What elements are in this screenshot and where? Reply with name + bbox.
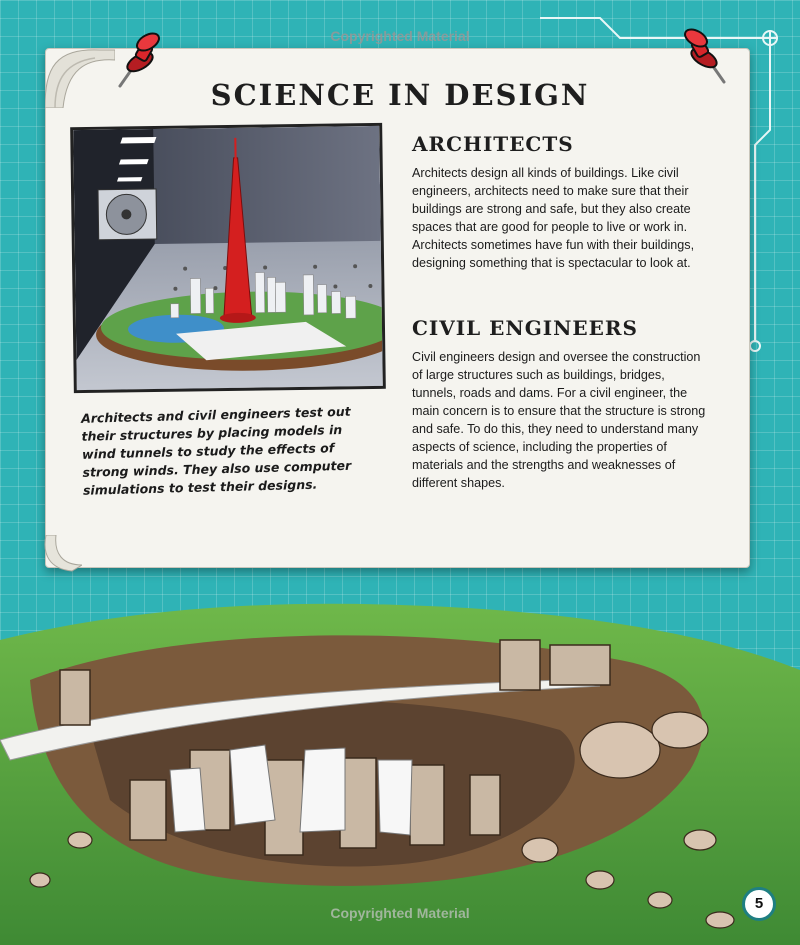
watermark-top: Copyrighted Material — [330, 28, 470, 44]
wind-tunnel-illustration — [70, 123, 386, 393]
paragraph-architects: Architects design all kinds of buildings. Like civil engineers, architects need to make sure that their buildings are strong and safe, but they also create spaces that are good for people to live or work in. Architects sometimes have fun with their buildings, designing something that is spectacular to look at. — [412, 166, 695, 270]
watermark-bottom: Copyrighted Material — [330, 905, 470, 921]
heading-architects: ARCHITECTS — [412, 132, 574, 156]
paragraph-civil-engineers: Civil engineers design and oversee the construction of large structures such as buildings, bridges, tunnels, roads and dams. For a civil engineer, the main concern is to ensure that the structure is strong and safe. To do this, they need to understand many aspects of science, including the properties of materials and the strengths and weaknesses of different shapes. — [412, 350, 706, 490]
page-title: SCIENCE IN DESIGN — [210, 78, 590, 112]
illustration-caption: Architects and civil engineers test out their structures by placing models in wind tunnels to study the effects of strong winds. They also use computer simulations to test their designs. — [80, 403, 352, 498]
excavation-site-illustration — [0, 600, 800, 945]
paper-curl-bottom — [42, 535, 82, 573]
heading-civil-engineers: CIVIL ENGINEERS — [412, 316, 638, 340]
page-number: 5 — [742, 887, 776, 921]
